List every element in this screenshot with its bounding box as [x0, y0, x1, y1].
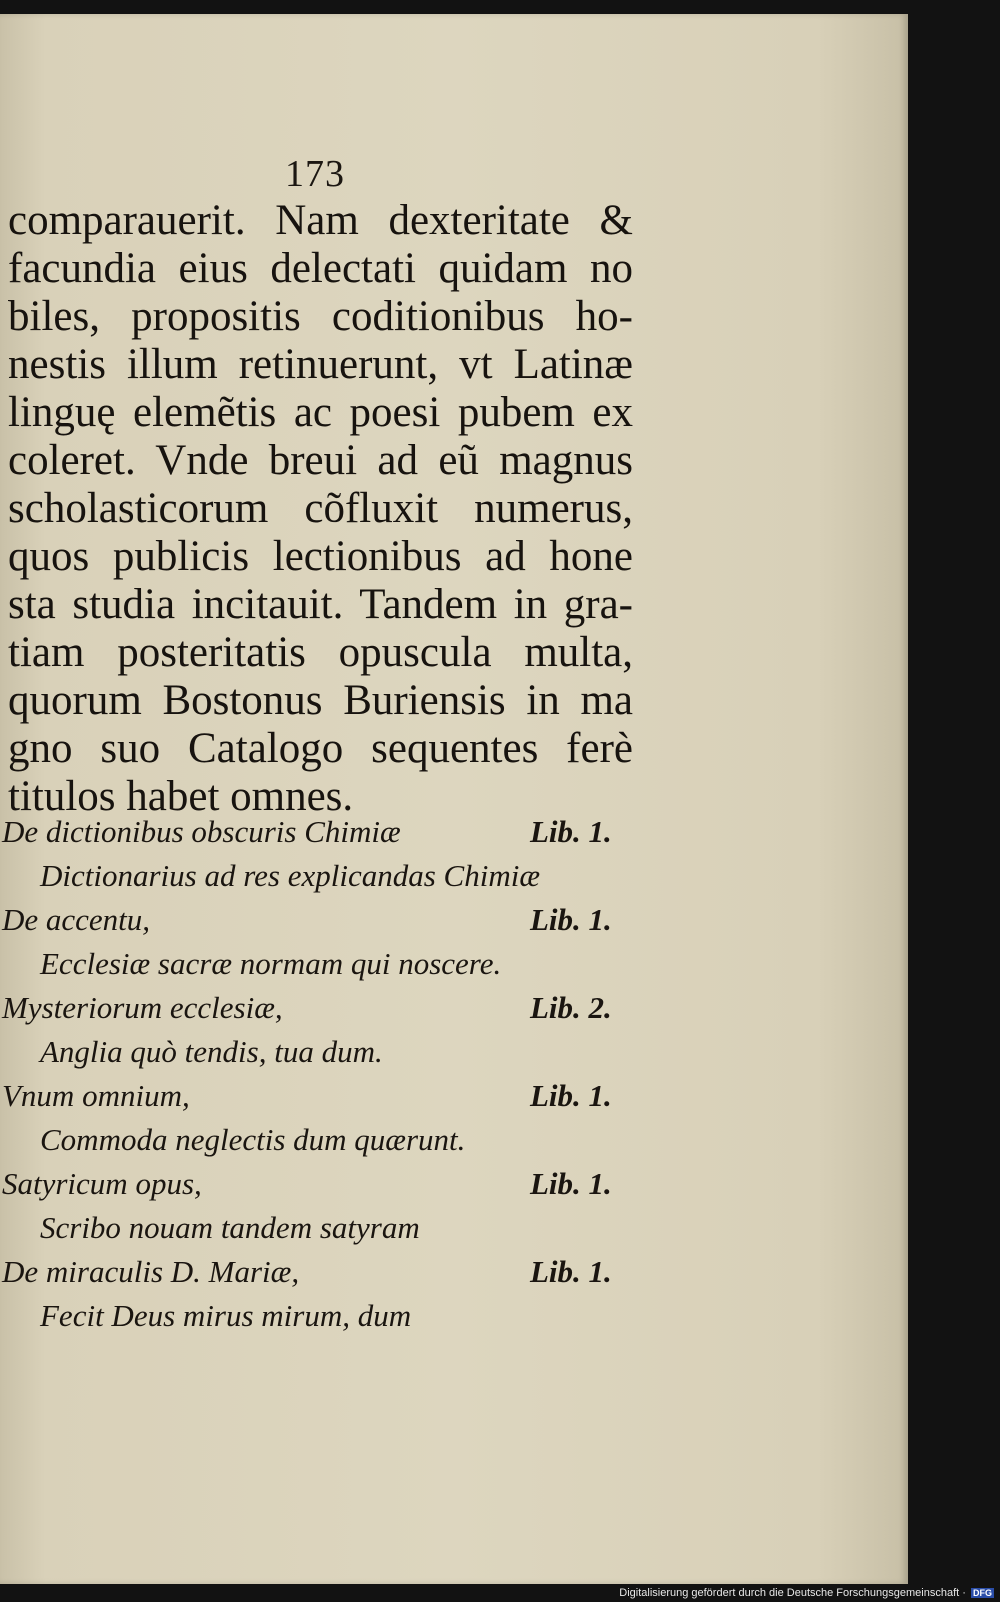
footer-text: Digitalisierung gefördert durch die Deutsche Forschungsgemeinschaft · [619, 1587, 966, 1599]
book-count: Lib. 2. [530, 990, 612, 1025]
body-line: biles, propositis coditionibus ho- [8, 293, 633, 340]
body-line: scholasticorum cõfluxit numerus, [8, 485, 633, 532]
work-incipit: Fecit Deus mirus mirum, dum [40, 1298, 412, 1333]
body-text [8, 197, 633, 821]
body-line: sta studia incitauit. Tandem in gra- [8, 581, 633, 628]
list-item [0, 814, 640, 902]
footer-credit [619, 1587, 994, 1599]
work-incipit: Commoda neglectis dum quærunt. [40, 1122, 466, 1157]
body-line: quos publicis lectionibus ad hone [8, 533, 633, 580]
book-page [0, 14, 908, 1584]
book-count: Lib. 1. [530, 902, 612, 937]
list-item [0, 990, 640, 1078]
work-title: De accentu, [2, 902, 151, 937]
body-line: nestis illum retinuerunt, vt Latinæ [8, 341, 633, 388]
body-line: quorum Bostonus Buriensis in ma [8, 677, 633, 724]
body-line: gno suo Catalogo sequentes ferè [8, 725, 633, 772]
works-list [0, 814, 640, 1342]
book-count: Lib. 1. [530, 1078, 612, 1113]
work-title: De dictionibus obscuris Chimiæ [2, 814, 401, 849]
list-item [0, 1078, 640, 1166]
body-line: tiam posteritatis opuscula multa, [8, 629, 633, 676]
body-line: comparauerit. Nam dexteritate & [8, 197, 633, 244]
list-item [0, 1166, 640, 1254]
work-incipit: Anglia quò tendis, tua dum. [40, 1034, 383, 1069]
work-title: Satyricum opus, [2, 1166, 202, 1201]
work-title: De miraculis D. Mariæ, [2, 1254, 300, 1289]
work-title: Mysteriorum ecclesiæ, [2, 990, 283, 1025]
work-incipit: Ecclesiæ sacræ normam qui noscere. [40, 946, 502, 981]
work-incipit: Dictionarius ad res explicandas Chimiæ [40, 858, 540, 893]
book-count: Lib. 1. [530, 1166, 612, 1201]
body-line: titulos habet omnes. [8, 773, 354, 820]
book-count: Lib. 1. [530, 814, 612, 849]
page-number: 173 [285, 153, 345, 195]
body-line: linguę elemẽtis ac poesi pubem ex [8, 389, 633, 436]
body-line: facundia eius delectati quidam no [8, 245, 633, 292]
list-item [0, 902, 640, 990]
list-item [0, 1254, 640, 1342]
work-incipit: Scribo nouam tandem satyram [40, 1210, 420, 1245]
book-count: Lib. 1. [530, 1254, 612, 1289]
body-line: coleret. Vnde breui ad eũ magnus [8, 437, 633, 484]
work-title: Vnum omnium, [2, 1078, 190, 1113]
dfg-logo: DFG [973, 1588, 992, 1599]
